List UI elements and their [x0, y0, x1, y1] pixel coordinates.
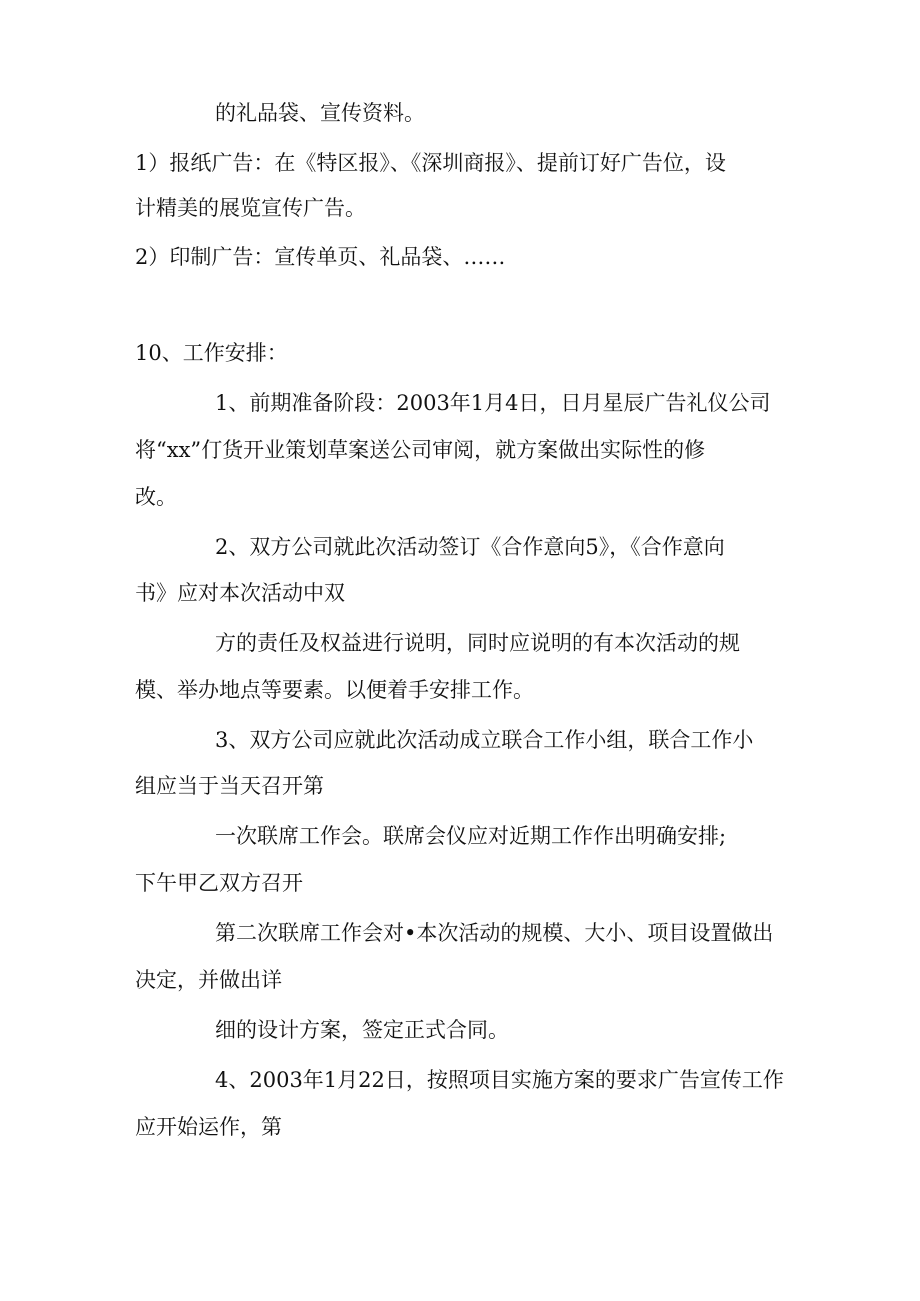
- text-line: 模、举办地点等要素。以便着手安排工作。: [135, 678, 534, 702]
- text-line: 2、双方公司就此次活动签订《合作意向5》，《合作意向: [215, 535, 725, 559]
- text-line: 组应当于当天召开第: [135, 774, 324, 798]
- text-line: 3、双方公司应就此次活动成立联合工作小组，联合工作小: [215, 728, 754, 752]
- text-line: 细的设计方案，签定正式合同。: [215, 1018, 509, 1042]
- text-line: 2）印制广告：宣传单页、礼品袋、……: [135, 245, 506, 269]
- text-line: 方的责任及权益进行说明，同时应说明的有本次活动的规: [215, 631, 740, 655]
- text-line: 改。: [135, 485, 177, 509]
- section-heading: 10、工作安排：: [135, 341, 288, 365]
- text-line: 下午甲乙双方召开: [135, 871, 303, 895]
- text-line: 一次联席工作会。联席会仪应对近期工作作出明确安排;: [215, 824, 727, 848]
- text-line: 4、2003年1月22日，按照项目实施方案的要求广告宣传工作: [215, 1068, 784, 1092]
- text-line: 决定，并做出详: [135, 968, 282, 992]
- text-line: 的礼品袋、宣传资料。: [215, 101, 425, 125]
- text-line: 书》应对本次活动中双: [135, 581, 345, 605]
- text-line: 1、前期准备阶段：2003年1月4日，日月星辰广告礼仪公司: [215, 391, 771, 415]
- text-line: 计精美的展览宣传广告。: [135, 196, 366, 220]
- text-line: 第二次联席工作会对•本次活动的规模、大小、项目设置做出: [215, 921, 774, 945]
- text-line: 应开始运作，第: [135, 1115, 282, 1139]
- text-line: 1）报纸广告：在《特区报》、《深圳商报》、提前订好广告位，设: [135, 151, 726, 175]
- text-line: 将“xx”仃货开业策划草案送公司审阅，就方案做出实际性的修: [135, 438, 706, 462]
